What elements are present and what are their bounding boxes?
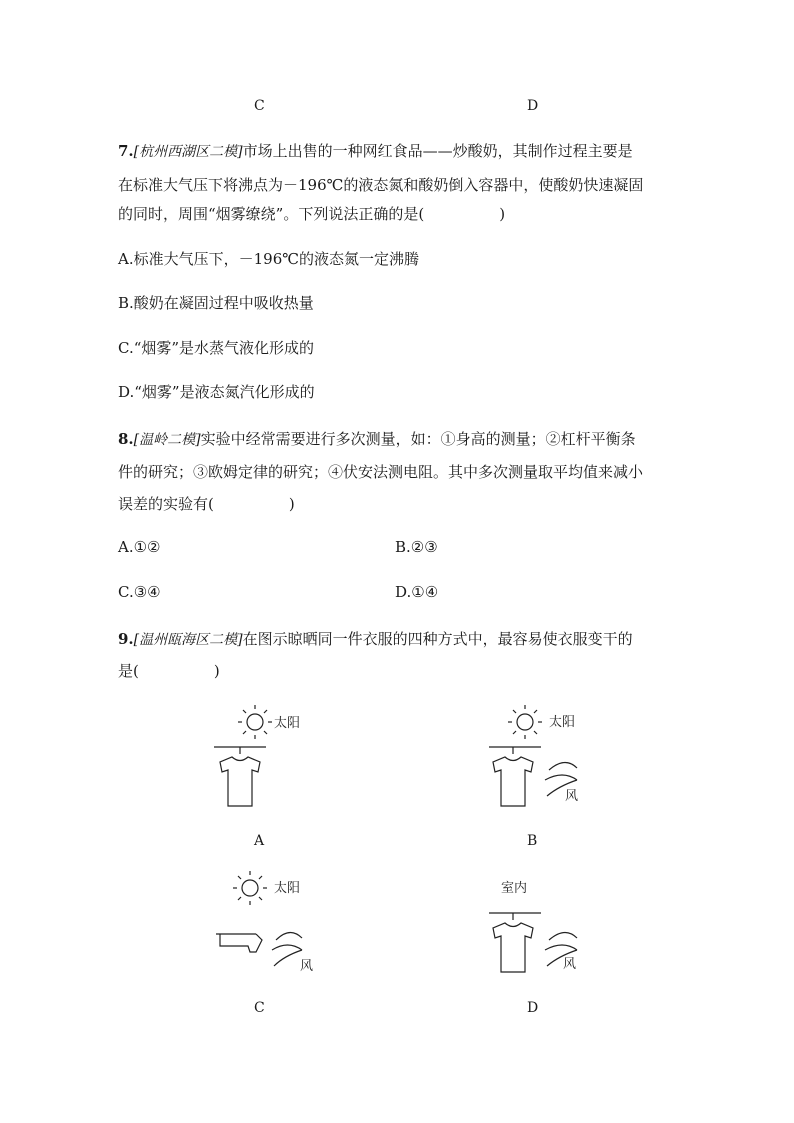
q8-option-d: D.①④ bbox=[395, 583, 439, 601]
q8-stem-line1 bbox=[118, 430, 636, 449]
figure-b-caption: B bbox=[527, 833, 538, 849]
figure-c bbox=[210, 868, 320, 978]
q7-stem-line1 bbox=[118, 142, 633, 161]
folded-shirt-icon bbox=[216, 934, 262, 952]
figure-a-top-label: 太阳 bbox=[274, 716, 301, 731]
q8-number: 8. bbox=[118, 430, 134, 448]
figure-b-top-label: 太阳 bbox=[549, 715, 576, 730]
q9-stem-line1 bbox=[118, 630, 633, 649]
q9-text-1: 在图示晾晒同一件衣服的四种方式中，最容易使衣服变干的 bbox=[242, 630, 633, 648]
figure-b bbox=[485, 700, 595, 810]
figure-c-top-label: 太阳 bbox=[274, 881, 301, 896]
q8-text-1: 实验中经常需要进行多次测量，如：①身高的测量；②杠杆平衡条 bbox=[200, 430, 636, 448]
q8-option-c: C.③④ bbox=[118, 583, 161, 601]
sun-icon bbox=[508, 705, 542, 739]
q8-source: [温岭二模] bbox=[133, 432, 201, 448]
q9-stem-line2: 是( ) bbox=[118, 662, 220, 680]
q6-option-d-caption: D bbox=[527, 98, 539, 114]
q7-text-1: 市场上出售的一种网红食品——炒酸奶，其制作过程主要是 bbox=[242, 142, 633, 160]
q7-option-d: D.“烟雾”是液态氮汽化形成的 bbox=[118, 383, 315, 401]
sun-icon bbox=[238, 705, 272, 739]
q8-stem-line3: 误差的实验有( ) bbox=[118, 495, 295, 513]
shirt-icon bbox=[493, 747, 533, 806]
q9-number: 9. bbox=[118, 630, 134, 648]
q8-option-a: A.①② bbox=[118, 538, 161, 556]
q7-option-c: C.“烟雾”是水蒸气液化形成的 bbox=[118, 339, 315, 357]
shirt-icon bbox=[220, 747, 260, 806]
q7-option-a: A.标准大气压下，－196℃的液态氮一定沸腾 bbox=[118, 250, 420, 268]
figure-b-wind-label: 风 bbox=[565, 789, 579, 804]
q7-stem-line3: 的同时，周围“烟雾缭绕”。下列说法正确的是( ) bbox=[118, 205, 506, 223]
q8-stem-line2: 件的研究；③欧姆定律的研究；④伏安法测电阻。其中多次测量取平均值来减小 bbox=[118, 463, 644, 481]
q7-source: [杭州西湖区二模] bbox=[133, 144, 243, 160]
q9-source: [温州瓯海区二模] bbox=[133, 632, 243, 648]
wind-icon bbox=[272, 932, 302, 966]
q7-stem-line2: 在标准大气压下将沸点为－196℃的液态氮和酸奶倒入容器中，使酸奶快速凝固 bbox=[118, 176, 644, 194]
figure-a bbox=[210, 700, 320, 810]
figure-d-top-label: 室内 bbox=[501, 881, 528, 896]
q8-option-b: B.②③ bbox=[395, 538, 438, 556]
q7-option-b: B.酸奶在凝固过程中吸收热量 bbox=[118, 294, 314, 312]
figure-d-caption: D bbox=[527, 1000, 539, 1016]
q6-option-c-caption: C bbox=[254, 98, 265, 114]
figure-a-caption: A bbox=[254, 833, 265, 849]
figure-d bbox=[485, 868, 595, 978]
figure-c-caption: C bbox=[254, 1000, 265, 1016]
figure-d-wind-label: 风 bbox=[563, 957, 577, 972]
sun-icon bbox=[233, 871, 267, 905]
figure-c-wind-label: 风 bbox=[300, 959, 314, 974]
shirt-icon bbox=[493, 913, 533, 972]
q7-number: 7. bbox=[118, 142, 134, 160]
